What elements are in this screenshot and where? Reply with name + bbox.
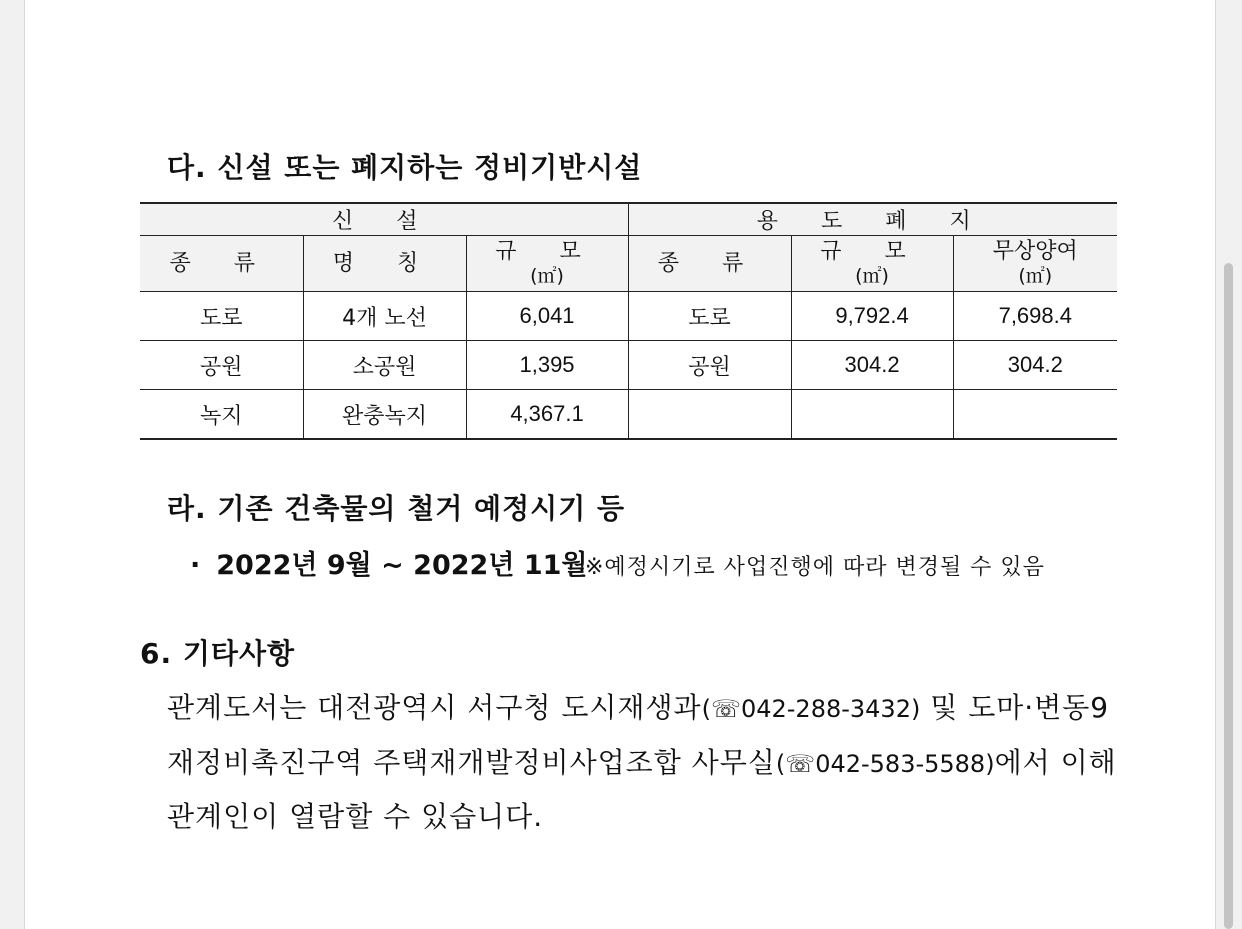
table-cell: 4,367.1 (466, 390, 628, 440)
paragraph-line-3: 관계인이 열람할 수 있습니다. (167, 800, 544, 833)
phone-number-2: (☏042-583-5588) (775, 750, 995, 778)
header-free-transfer: 무상양여 (㎡) (953, 236, 1117, 292)
table-cell: 도로 (628, 292, 791, 341)
table-cell: 304.2 (953, 341, 1117, 390)
header-type-new: 종 류 (140, 236, 303, 292)
table-row (140, 341, 1117, 390)
document-page (25, 0, 1215, 929)
period-text: 2022년 9월 ~ 2022년 11월 (216, 550, 588, 581)
bullet-dot: · (190, 550, 201, 581)
scrollbar-thumb[interactable] (1224, 263, 1233, 929)
table-row (140, 292, 1117, 341)
table-cell: 소공원 (303, 341, 466, 390)
header-type-abolish: 종 류 (628, 236, 791, 292)
group-header-row (140, 203, 1117, 236)
facilities-table (140, 202, 1117, 440)
table-cell: 7,698.4 (953, 292, 1117, 341)
section-c-heading: 다. 신설 또는 폐지하는 정비기반시설 (167, 151, 643, 184)
sub-header-row (140, 236, 1117, 292)
table-cell: 녹지 (140, 390, 303, 440)
phone-number-1: (☏042-288-3432) (701, 695, 921, 723)
table-cell (791, 390, 953, 440)
table-row (140, 390, 1117, 440)
table-cell: 6,041 (466, 292, 628, 341)
section-d-heading: 라. 기존 건축물의 철거 예정시기 등 (167, 492, 626, 525)
table-cell: 도로 (140, 292, 303, 341)
table-cell: 9,792.4 (791, 292, 953, 341)
section-6-heading: 6. 기타사항 (140, 637, 296, 670)
table-cell (953, 390, 1117, 440)
table-cell: 1,395 (466, 341, 628, 390)
paragraph-line-2 (167, 741, 1117, 781)
table-cell (628, 390, 791, 440)
line1-text: 관계도서는 대전광역시 서구청 도시재생과 (167, 691, 702, 724)
line2-text: 재정비촉진구역 주택재개발정비사업조합 사무실 (167, 746, 776, 779)
group-header-new: 신 설 (140, 203, 628, 236)
header-scale-new: 규 모 (㎡) (466, 236, 628, 292)
group-header-abolish: 용 도 폐 지 (628, 203, 1117, 236)
left-margin (0, 0, 25, 929)
header-scale-abolish: 규 모 (㎡) (791, 236, 953, 292)
demolition-period (190, 543, 587, 582)
table-cell: 공원 (628, 341, 791, 390)
unit-label: (㎡) (855, 264, 889, 287)
unit-label: (㎡) (530, 264, 564, 287)
table-cell: 304.2 (791, 341, 953, 390)
paragraph-line-1 (167, 686, 1110, 726)
unit-label: (㎡) (1018, 264, 1053, 287)
line2-tail: 에서 이해 (994, 746, 1117, 779)
schedule-note: ※예정시기로 사업진행에 따라 변경될 수 있음 (585, 555, 1045, 580)
line1-tail: 및 도마·변동9 (920, 691, 1110, 724)
header-name: 명 칭 (303, 236, 466, 292)
table-cell: 공원 (140, 341, 303, 390)
table-cell: 완충녹지 (303, 390, 466, 440)
table-cell: 4개 노선 (303, 292, 466, 341)
